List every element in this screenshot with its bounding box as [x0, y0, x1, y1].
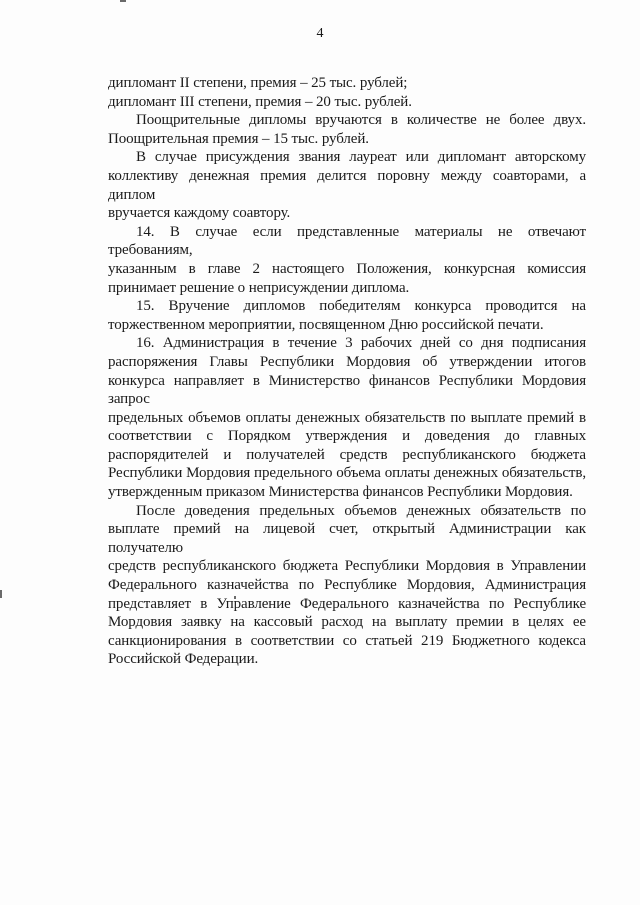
text-line: конкурса направляет в Министерство финансов Республики Мордовия запрос: [108, 372, 586, 408]
text-line: Республики Мордовия предельного объема оплаты денежных обязательств,: [108, 465, 586, 482]
text-line: предельных объемов оплаты денежных обязательств по выплате премий в: [108, 409, 586, 426]
text-line: 15. Вручение дипломов победителям конкурса проводится на: [136, 298, 586, 315]
text-line: Мордовия заявку на кассовый расход на выплату премии в целях ее: [108, 614, 586, 631]
text-line: указанным в главе 2 настоящего Положения, конкурсная комиссия: [108, 260, 586, 277]
text-line: Поощрительная премия – 15 тыс. рублей.: [108, 130, 369, 147]
text-line: торжественном мероприятии, посвященном Дню российской печати.: [108, 316, 544, 333]
paragraph: [108, 334, 586, 501]
text-line: Федерального казначейства по Республике Мордовия, Администрация: [108, 577, 586, 594]
paragraph: [108, 93, 586, 112]
text-line: В случае присуждения звания лауреат или дипломант авторскому: [136, 149, 586, 166]
text-line: соответствии с Порядком утверждения и доведения до главных: [108, 428, 586, 445]
paragraph: [108, 148, 586, 222]
text-line: дипломант II степени, премия – 25 тыс. рублей;: [108, 75, 408, 91]
text-line: дипломант III степени, премия – 20 тыс. рублей.: [108, 93, 412, 110]
scan-artifact: [0, 590, 2, 598]
text-line: выплате премий на лицевой счет, открытый Администрации как получателю: [108, 521, 586, 556]
paragraph: [108, 74, 586, 93]
text-line: коллективу денежная премия делится поровну между соавторами, а диплом: [108, 167, 586, 203]
text-line: утвержденным приказом Министерства финансов Республики Мордовия.: [108, 484, 573, 501]
text-line: распорядителей и получателей средств республиканского бюджета: [108, 446, 586, 463]
text-line: средств республиканского бюджета Республики Мордовия в Управлении: [108, 558, 586, 575]
scan-artifact: [120, 0, 126, 2]
paragraph: [108, 223, 586, 297]
text-line: санкционирования в соответствии со статьей 219 Бюджетного кодекса: [108, 632, 586, 649]
text-line: Российской Федерации.: [108, 651, 259, 668]
text-line: распоряжения Главы Республики Мордовия об утверждении итогов: [108, 353, 586, 370]
document-body: [108, 74, 586, 669]
text-line: Поощрительные дипломы вручаются в количестве не более двух.: [136, 112, 586, 129]
text-line: 16. Администрация в течение 3 рабочих дней со дня подписания: [136, 335, 586, 352]
paragraph: [108, 111, 586, 148]
text-line: 14. В случае если представленные материалы не отвечают требованиям,: [108, 223, 586, 259]
text-line: вручается каждому соавтору.: [108, 205, 291, 222]
text-line: После доведения предельных объемов денежных обязательств по: [136, 502, 586, 519]
paragraph: [108, 502, 586, 669]
page-number: 4: [316, 26, 324, 41]
text-line: представляет в Управление Федерального казначейства по Республике: [108, 595, 586, 612]
paragraph: [108, 297, 586, 334]
text-line: принимает решение о неприсуждении диплома.: [108, 279, 410, 296]
